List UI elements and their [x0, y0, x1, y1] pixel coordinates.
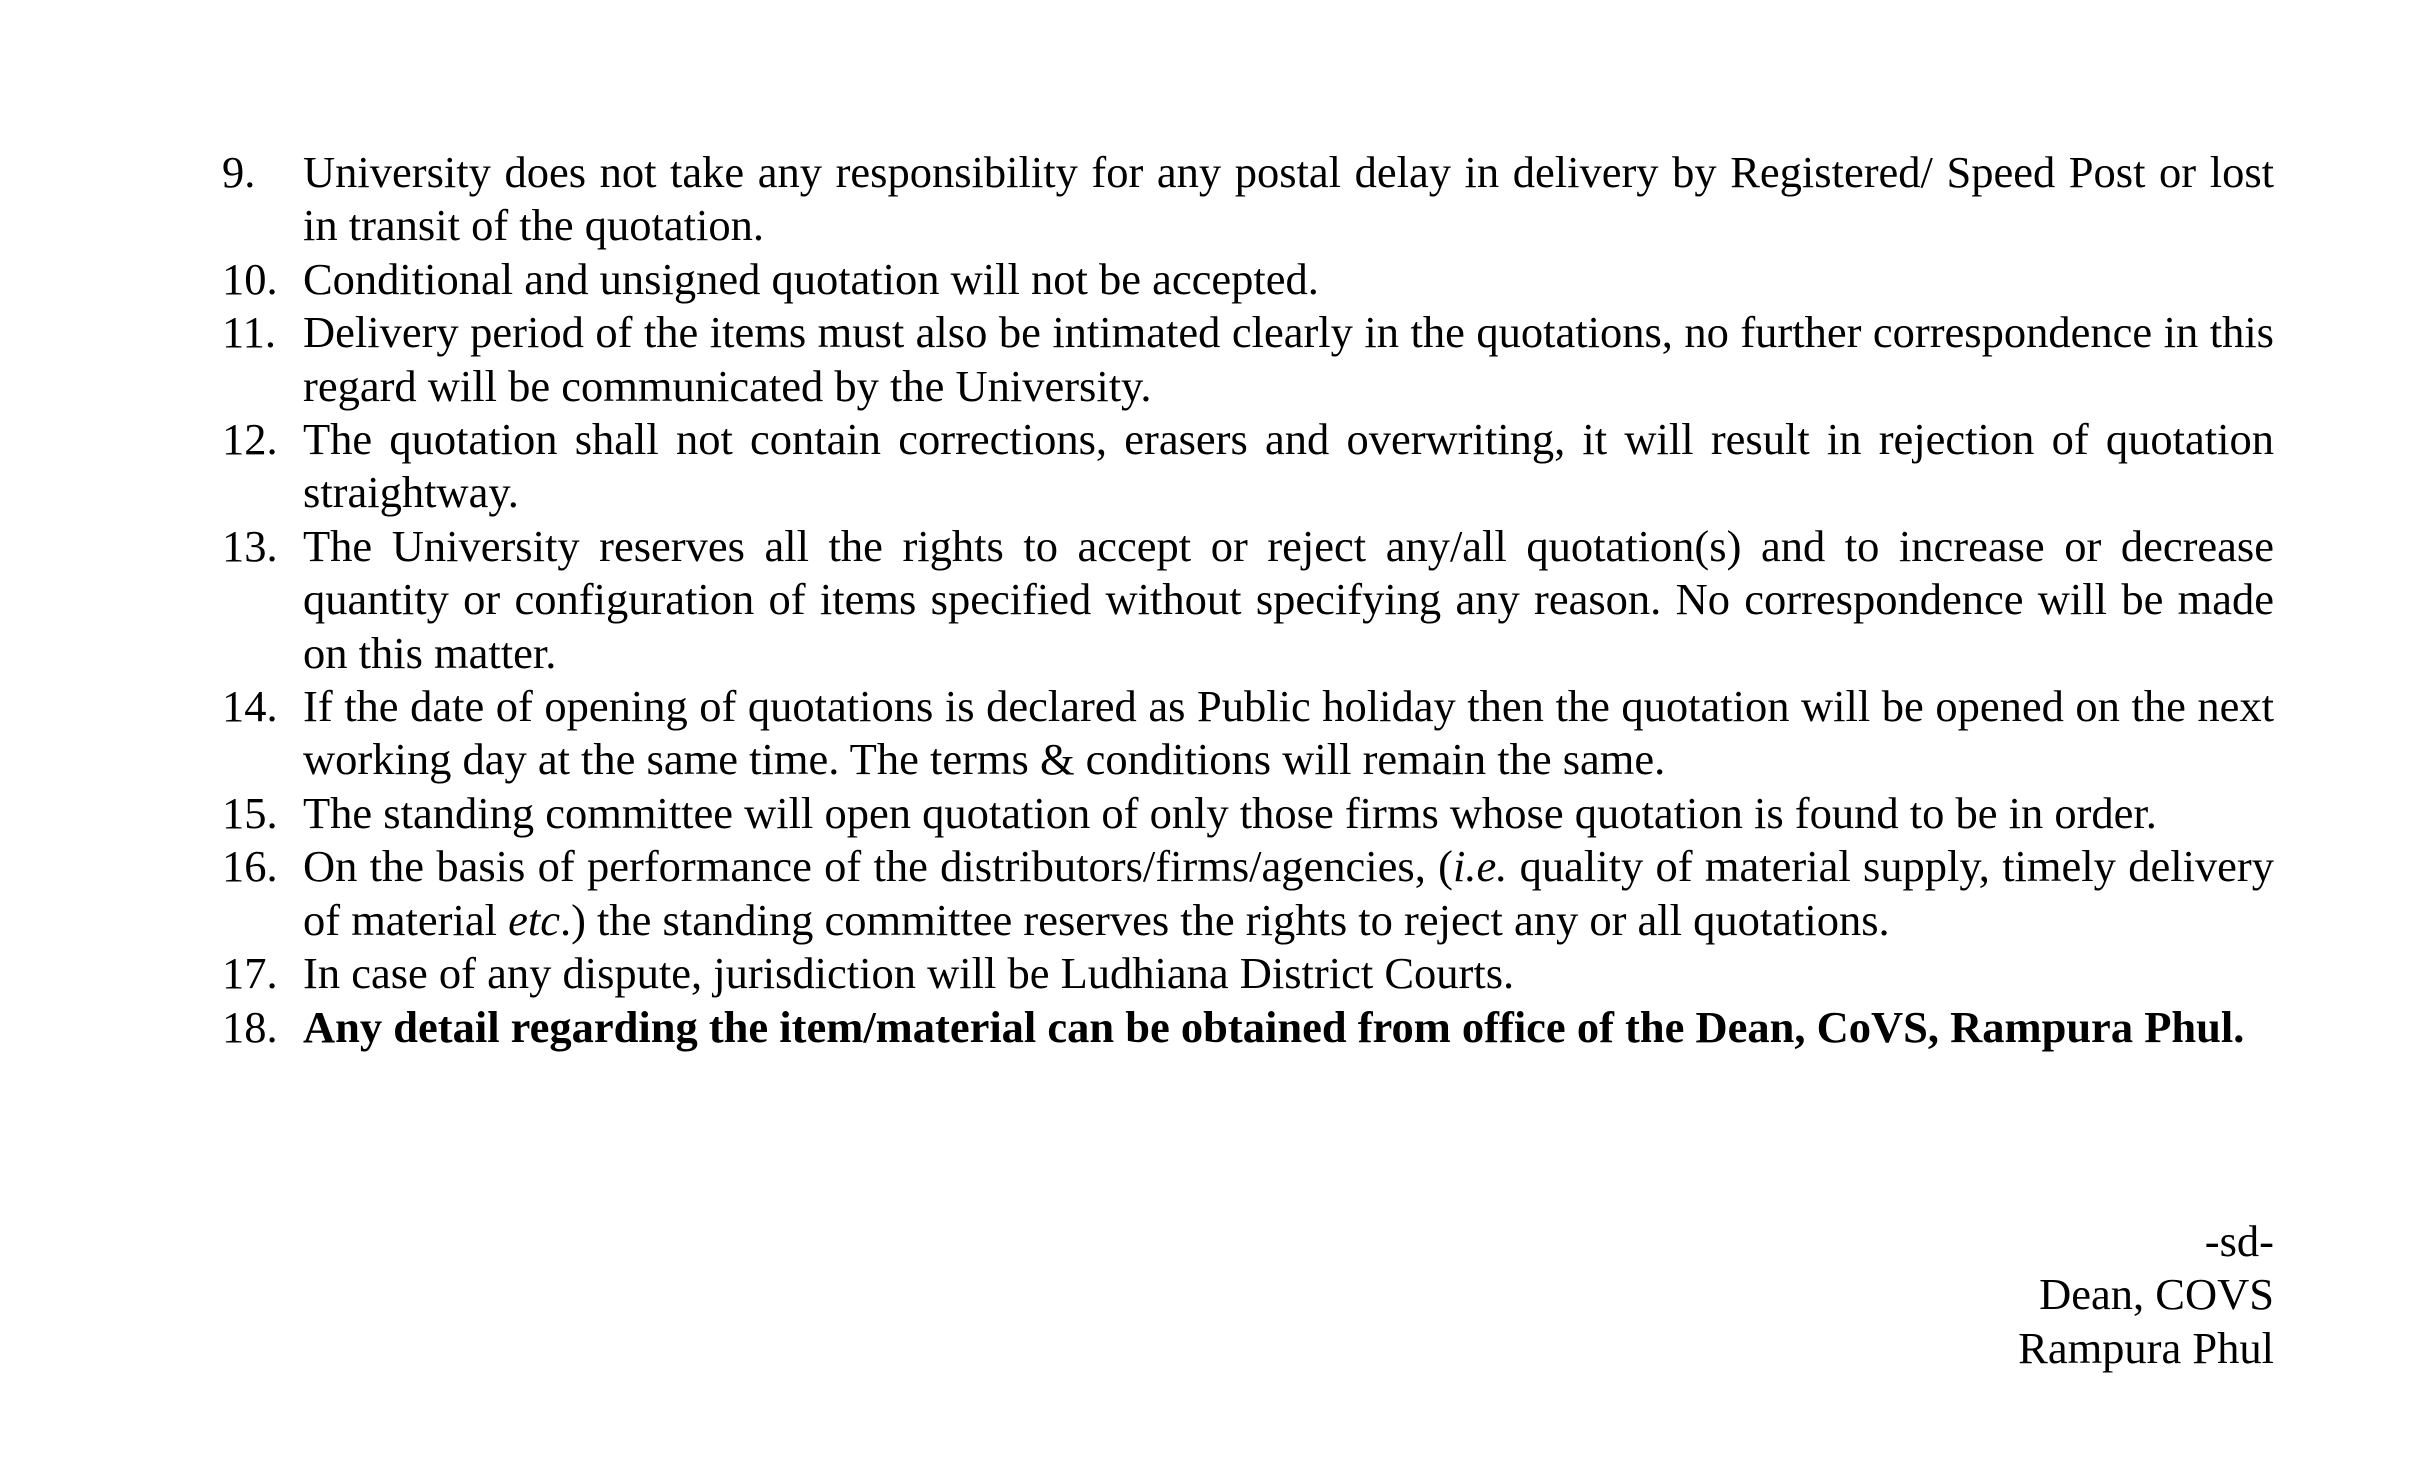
term-number: 14.: [222, 681, 278, 732]
term-text: University does not take any responsibility for any postal delay in delivery by Registered/ Speed Post or lost in transit of the quotation.: [303, 147, 2274, 251]
term-text: [303, 841, 2274, 944]
terms-list: [222, 146, 2274, 1054]
term-text-italic: i.e.: [1452, 841, 1508, 892]
term-text-part: On the basis of performance of the distributors/firms/agencies, (: [303, 841, 1453, 892]
term-text: Conditional and unsigned quotation will not be accepted.: [303, 253, 1319, 304]
term-item-10: [222, 253, 2274, 306]
term-text: Any detail regarding the item/material can be obtained from office of the Dean, CoVS, Rampura Phul.: [303, 1001, 2245, 1052]
term-number: 16.: [222, 841, 278, 892]
term-item-16: [222, 840, 2274, 947]
term-item-13: [222, 520, 2274, 680]
term-number: 11.: [222, 307, 276, 358]
term-item-14: [222, 680, 2274, 787]
term-number: 18.: [222, 1001, 278, 1052]
term-text: If the date of opening of quotations is declared as Public holiday then the quotation will be opened on the next working day at the same time. The terms & conditions will remain the same.: [303, 681, 2274, 785]
term-text: The standing committee will open quotation of only those firms whose quotation is found to be in order.: [303, 787, 2157, 838]
term-item-11: [222, 306, 2274, 413]
term-number: 13.: [222, 520, 278, 571]
term-item-17: [222, 947, 2274, 1000]
signature-title: Dean, COVS: [2039, 1269, 2274, 1320]
term-item-18: [222, 1001, 2274, 1054]
term-text: The University reserves all the rights to accept or reject any/all quotation(s) and to increase or decrease quantity or configuration of items specified without specifying any reason. No correspondence will be made on this matter.: [303, 520, 2274, 678]
term-number: 15.: [222, 787, 278, 838]
term-text-part: quality of material supply, timely delivery of material: [303, 841, 2274, 945]
term-number: 12.: [222, 414, 278, 465]
term-number: 9.: [222, 147, 256, 197]
term-text: In case of any dispute, jurisdiction will be Ludhiana District Courts.: [303, 948, 1515, 999]
term-item-9: [222, 146, 2274, 253]
term-text: Delivery period of the items must also be intimated clearly in the quotations, no further correspondence in this regard will be communicated by the University.: [303, 307, 2274, 411]
signature-sd: -sd-: [2204, 1216, 2274, 1266]
term-number: 10.: [222, 253, 278, 304]
signature-place: Rampura Phul: [2018, 1322, 2274, 1373]
term-text: The quotation shall not contain corrections, erasers and overwriting, it will result in rejection of quotation straightway.: [303, 414, 2274, 518]
term-item-12: [222, 413, 2274, 520]
term-text-italic: etc: [508, 894, 560, 945]
term-text-part: .) the standing committee reserves the rights to reject any or all quotations.: [559, 894, 1890, 945]
term-number: 17.: [222, 948, 278, 999]
signature-block: [2018, 1215, 2274, 1375]
term-item-15: [222, 787, 2274, 840]
